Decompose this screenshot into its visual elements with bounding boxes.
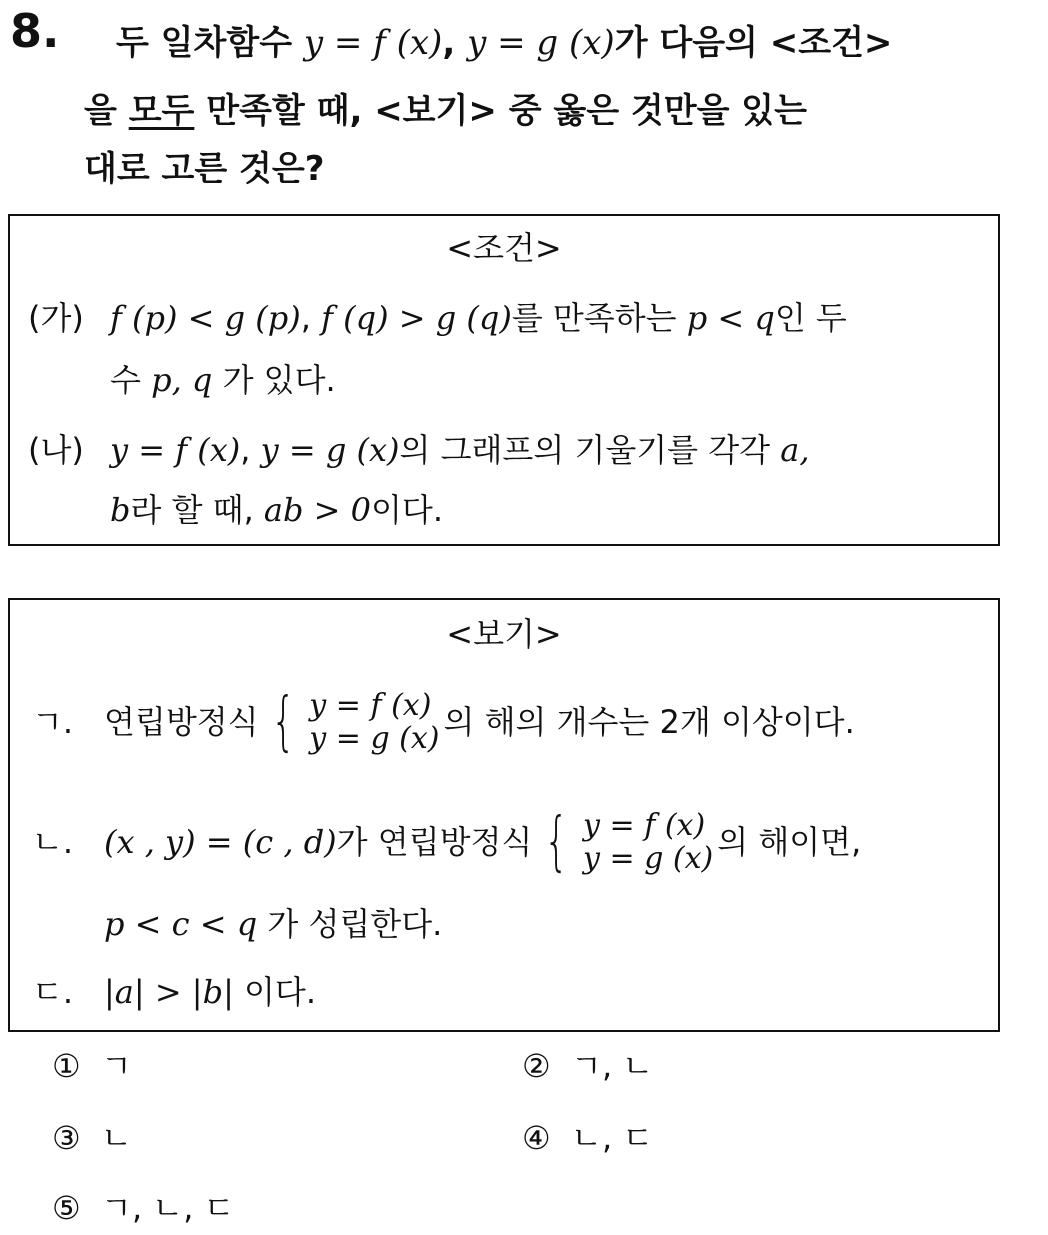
choice-4[interactable]	[522, 1119, 654, 1157]
math-expression: p < q	[686, 299, 775, 337]
choice-3[interactable]	[52, 1119, 132, 1157]
choice-number: ③	[52, 1119, 81, 1157]
choice-5[interactable]	[52, 1189, 235, 1227]
bogi-item-3	[104, 973, 317, 1011]
underlined-text: 모두	[128, 91, 195, 131]
math-expression: y = f (x)	[583, 808, 706, 843]
question-text: 만족할 때, <보기> 중 옳은 것만을 있는	[194, 91, 807, 131]
condition-text: 수	[110, 361, 152, 399]
brace-icon: {	[544, 805, 569, 879]
question-line-3: 대로 고른 것은?	[84, 149, 325, 189]
math-expression: (x , y) = (c , d)	[104, 823, 337, 861]
math-expression: y = f (x)	[110, 431, 241, 469]
bogi-item-2	[104, 796, 861, 888]
math-expression: a,	[780, 431, 810, 469]
condition-text: 를 만족하는	[511, 299, 687, 337]
math-expression: |a| > |b|	[104, 973, 234, 1011]
choice-number: ⑤	[52, 1189, 81, 1227]
condition-text: 이다.	[371, 491, 443, 529]
choice-text: ㄱ, ㄴ, ㄷ	[101, 1189, 235, 1227]
math-expression: p, q	[151, 361, 213, 399]
condition-box	[8, 214, 1000, 546]
choice-text: ㄱ	[101, 1047, 132, 1085]
math-expression: y = g (x)	[309, 721, 440, 756]
question-number: 8.	[10, 4, 60, 58]
math-expression: b	[110, 491, 131, 529]
question-line-2	[84, 91, 807, 131]
choice-text: ㄴ	[101, 1119, 132, 1157]
math-expression: f (p) < g (p)	[110, 299, 301, 337]
bogi-text: 이다.	[233, 973, 317, 1011]
condition-ga-line-1	[110, 299, 847, 337]
condition-na-line-2	[110, 491, 443, 529]
condition-text: ,	[300, 299, 322, 337]
math-expression: y = f (x)	[303, 23, 443, 63]
equation-system	[536, 805, 714, 879]
bogi-text: 연립방정식	[104, 703, 259, 741]
bogi-title: <보기>	[446, 615, 562, 653]
condition-ga-label: (가)	[28, 299, 84, 337]
math-expression: f (q) > g (q)	[321, 299, 512, 337]
math-expression: ab > 0	[263, 491, 371, 529]
condition-text: 가 있다.	[212, 361, 336, 399]
bogi-item-2-line-2	[104, 905, 443, 943]
question-text: 두 일차함수	[116, 23, 304, 63]
condition-text: 인 두	[774, 299, 847, 337]
bogi-text: 의 해의 개수는 2개 이상이다.	[443, 703, 855, 741]
bogi-item-2-label: ㄴ.	[32, 823, 74, 861]
choice-number: ①	[52, 1047, 81, 1085]
question-text: 을	[84, 91, 129, 131]
bogi-text: 가 성립한다.	[257, 905, 443, 943]
bogi-item-1-label: ㄱ.	[32, 703, 74, 741]
choice-text: ㄱ, ㄴ	[571, 1047, 654, 1085]
math-expression: y = g (x)	[260, 431, 400, 469]
choice-1[interactable]	[52, 1047, 132, 1085]
condition-na-line-1	[110, 431, 810, 469]
choice-text: ㄴ, ㄷ	[571, 1119, 654, 1157]
bogi-item-1	[104, 676, 855, 768]
bogi-box	[8, 598, 1000, 1032]
question-line-1	[116, 23, 893, 63]
bogi-item-3-label: ㄷ.	[32, 973, 74, 1011]
math-expression: y = g (x)	[583, 841, 714, 876]
bogi-text: 의 해이면,	[717, 823, 862, 861]
question-text: 가 다음의 <조건>	[614, 23, 893, 63]
bogi-text: 가 연립방정식	[336, 823, 533, 861]
equation-system	[263, 685, 440, 759]
question-text: ,	[442, 23, 468, 63]
condition-title: <조건>	[446, 229, 562, 267]
condition-text: 라 할 때,	[130, 491, 264, 529]
condition-ga-line-2	[110, 361, 336, 399]
condition-na-label: (나)	[28, 431, 84, 469]
brace-icon: {	[270, 685, 296, 759]
condition-text: ,	[240, 431, 261, 469]
math-expression: p < c < q	[104, 905, 258, 943]
condition-text: 의 그래프의 기울기를 각각	[399, 431, 781, 469]
math-expression: y = g (x)	[467, 23, 615, 63]
choice-number: ④	[522, 1119, 551, 1157]
choice-number: ②	[522, 1047, 551, 1085]
math-expression: y = f (x)	[309, 688, 432, 723]
choice-2[interactable]	[522, 1047, 654, 1085]
